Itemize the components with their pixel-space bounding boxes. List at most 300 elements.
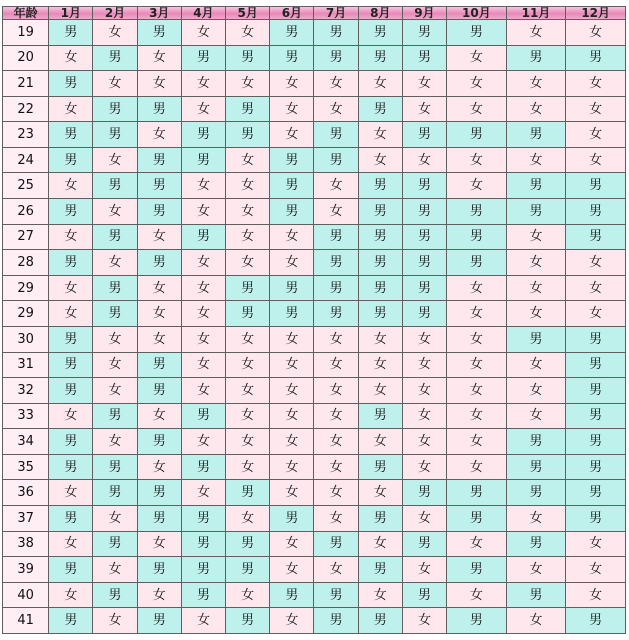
gender-cell: 女 (226, 148, 269, 173)
gender-cell: 男 (314, 225, 357, 250)
gender-cell: 女 (447, 173, 506, 198)
gender-cell: 女 (359, 327, 402, 352)
gender-cell: 女 (138, 404, 181, 429)
gender-cell: 男 (507, 46, 566, 71)
gender-cell: 女 (93, 506, 136, 531)
gender-cell: 女 (314, 557, 357, 582)
gender-cell: 男 (49, 20, 92, 45)
gender-cell: 女 (314, 173, 357, 198)
gender-cell: 女 (138, 327, 181, 352)
gender-cell: 女 (359, 378, 402, 403)
age-cell: 20 (3, 46, 48, 71)
gender-cell: 女 (507, 97, 566, 122)
age-cell: 19 (3, 20, 48, 45)
gender-cell: 男 (447, 199, 506, 224)
gender-cell: 男 (270, 148, 313, 173)
gender-cell: 女 (49, 532, 92, 557)
gender-cell: 男 (138, 480, 181, 505)
gender-cell: 女 (566, 583, 625, 608)
gender-cell: 男 (49, 148, 92, 173)
age-cell: 24 (3, 148, 48, 173)
gender-cell: 男 (566, 353, 625, 378)
gender-cell: 男 (403, 20, 446, 45)
gender-cell: 女 (226, 455, 269, 480)
gender-cell: 女 (49, 301, 92, 326)
gender-cell: 女 (270, 71, 313, 96)
gender-cell: 男 (507, 327, 566, 352)
gender-cell: 女 (270, 455, 313, 480)
gender-cell: 女 (403, 327, 446, 352)
gender-cell: 女 (314, 199, 357, 224)
gender-cell: 女 (447, 583, 506, 608)
gender-cell: 女 (182, 199, 225, 224)
gender-cell: 男 (138, 353, 181, 378)
gender-cell: 女 (507, 276, 566, 301)
month-column-header: 7月 (314, 7, 357, 19)
gender-cell: 女 (270, 429, 313, 454)
gender-cell: 男 (403, 173, 446, 198)
gender-cell: 男 (138, 608, 181, 633)
gender-cell: 女 (314, 97, 357, 122)
gender-cell: 男 (566, 455, 625, 480)
month-column-header: 1月 (49, 7, 92, 19)
month-column-header: 8月 (359, 7, 402, 19)
gender-cell: 女 (138, 583, 181, 608)
gender-cell: 男 (566, 480, 625, 505)
gender-cell: 男 (314, 122, 357, 147)
gender-cell: 女 (270, 97, 313, 122)
table-row (3, 199, 625, 224)
gender-cell: 女 (314, 404, 357, 429)
month-column-header: 5月 (226, 7, 269, 19)
gender-cell: 男 (138, 378, 181, 403)
gender-cell: 女 (314, 327, 357, 352)
gender-cell: 男 (314, 301, 357, 326)
gender-cell: 男 (403, 532, 446, 557)
gender-cell: 女 (507, 71, 566, 96)
gender-cell: 男 (49, 327, 92, 352)
gender-cell: 男 (93, 97, 136, 122)
gender-cell: 男 (359, 225, 402, 250)
gender-cell: 女 (138, 122, 181, 147)
gender-cell: 男 (93, 532, 136, 557)
gender-cell: 女 (566, 122, 625, 147)
gender-cell: 女 (226, 250, 269, 275)
gender-cell: 男 (138, 148, 181, 173)
table-row (3, 301, 625, 326)
gender-cell: 男 (359, 455, 402, 480)
gender-cell: 男 (93, 46, 136, 71)
gender-cell: 男 (93, 276, 136, 301)
gender-cell: 女 (566, 532, 625, 557)
gender-cell: 男 (138, 173, 181, 198)
gender-cell: 女 (447, 429, 506, 454)
gender-cell: 女 (507, 225, 566, 250)
gender-cell: 女 (182, 327, 225, 352)
gender-cell: 女 (270, 532, 313, 557)
gender-cell: 女 (507, 404, 566, 429)
gender-cell: 男 (138, 506, 181, 531)
table-row (3, 429, 625, 454)
gender-cell: 男 (138, 429, 181, 454)
gender-cell: 女 (314, 506, 357, 531)
gender-cell: 女 (359, 353, 402, 378)
gender-cell: 男 (447, 480, 506, 505)
gender-cell: 女 (226, 506, 269, 531)
gender-cell: 男 (138, 97, 181, 122)
gender-cell: 男 (566, 46, 625, 71)
table-row (3, 583, 625, 608)
gender-cell: 女 (93, 378, 136, 403)
gender-cell: 女 (138, 455, 181, 480)
gender-cell: 女 (93, 71, 136, 96)
month-column-header: 3月 (138, 7, 181, 19)
gender-cell: 男 (93, 583, 136, 608)
gender-cell: 男 (226, 97, 269, 122)
gender-cell: 女 (138, 276, 181, 301)
gender-cell: 男 (270, 506, 313, 531)
age-cell: 29 (3, 301, 48, 326)
gender-cell: 女 (447, 148, 506, 173)
gender-cell: 女 (226, 71, 269, 96)
gender-cell: 女 (182, 378, 225, 403)
gender-cell: 男 (93, 173, 136, 198)
gender-cell: 男 (359, 276, 402, 301)
age-column-header: 年龄 (3, 7, 48, 19)
gender-cell: 女 (49, 46, 92, 71)
gender-cell: 女 (270, 122, 313, 147)
age-cell: 38 (3, 532, 48, 557)
gender-cell: 男 (566, 199, 625, 224)
gender-cell: 男 (49, 608, 92, 633)
gender-cell: 女 (49, 97, 92, 122)
age-cell: 21 (3, 71, 48, 96)
gender-cell: 女 (566, 557, 625, 582)
gender-cell: 女 (507, 250, 566, 275)
gender-cell: 女 (447, 532, 506, 557)
gender-cell: 女 (270, 327, 313, 352)
gender-cell: 女 (359, 71, 402, 96)
table-row (3, 608, 625, 633)
gender-cell: 男 (270, 199, 313, 224)
gender-cell: 男 (314, 532, 357, 557)
age-cell: 36 (3, 480, 48, 505)
table-row (3, 455, 625, 480)
gender-cell: 女 (270, 608, 313, 633)
gender-cell: 女 (507, 20, 566, 45)
gender-cell: 女 (566, 301, 625, 326)
gender-cell: 男 (49, 122, 92, 147)
gender-cell: 女 (93, 199, 136, 224)
gender-cell: 男 (507, 455, 566, 480)
gender-cell: 女 (403, 148, 446, 173)
gender-cell: 男 (182, 532, 225, 557)
gender-cell: 女 (226, 20, 269, 45)
gender-cell: 男 (138, 20, 181, 45)
age-cell: 31 (3, 353, 48, 378)
gender-cell: 男 (507, 429, 566, 454)
gender-cell: 女 (314, 480, 357, 505)
gender-cell: 男 (403, 225, 446, 250)
gender-cell: 男 (566, 404, 625, 429)
gender-cell: 女 (270, 250, 313, 275)
gender-cell: 女 (359, 583, 402, 608)
gender-cell: 女 (270, 225, 313, 250)
gender-cell: 男 (507, 532, 566, 557)
gender-cell: 女 (447, 301, 506, 326)
gender-cell: 女 (226, 225, 269, 250)
gender-cell: 男 (314, 608, 357, 633)
gender-cell: 女 (314, 378, 357, 403)
gender-cell: 女 (403, 353, 446, 378)
gender-cell: 女 (359, 532, 402, 557)
table-body (3, 20, 625, 633)
age-cell: 33 (3, 404, 48, 429)
table-row (3, 480, 625, 505)
gender-cell: 女 (447, 353, 506, 378)
gender-cell: 女 (507, 608, 566, 633)
gender-cell: 男 (270, 46, 313, 71)
gender-cell: 女 (403, 429, 446, 454)
gender-cell: 女 (403, 506, 446, 531)
gender-cell: 男 (182, 225, 225, 250)
gender-cell: 男 (507, 122, 566, 147)
gender-cell: 女 (566, 148, 625, 173)
gender-cell: 男 (226, 122, 269, 147)
age-cell: 25 (3, 173, 48, 198)
gender-cell: 女 (447, 71, 506, 96)
gender-cell: 女 (507, 506, 566, 531)
gender-cell: 男 (93, 122, 136, 147)
age-cell: 28 (3, 250, 48, 275)
gender-cell: 男 (314, 276, 357, 301)
gender-cell: 男 (403, 122, 446, 147)
month-column-header: 11月 (507, 7, 566, 19)
gender-cell: 女 (403, 378, 446, 403)
gender-cell: 男 (566, 506, 625, 531)
age-cell: 23 (3, 122, 48, 147)
gender-chart-table (2, 6, 626, 634)
gender-cell: 男 (566, 429, 625, 454)
gender-cell: 男 (403, 250, 446, 275)
month-column-header: 2月 (93, 7, 136, 19)
gender-cell: 男 (226, 301, 269, 326)
gender-cell: 男 (359, 199, 402, 224)
gender-cell: 男 (403, 276, 446, 301)
gender-cell: 女 (566, 71, 625, 96)
gender-cell: 女 (182, 20, 225, 45)
gender-cell: 女 (226, 404, 269, 429)
gender-cell: 女 (359, 429, 402, 454)
gender-cell: 男 (226, 480, 269, 505)
gender-cell: 女 (447, 378, 506, 403)
table-row (3, 148, 625, 173)
table-row (3, 557, 625, 582)
gender-cell: 女 (507, 353, 566, 378)
gender-cell: 女 (93, 557, 136, 582)
gender-cell: 男 (270, 583, 313, 608)
gender-cell: 男 (447, 20, 506, 45)
gender-cell: 男 (49, 378, 92, 403)
gender-cell: 女 (447, 327, 506, 352)
gender-cell: 男 (447, 608, 506, 633)
gender-cell: 女 (93, 327, 136, 352)
gender-cell: 男 (403, 480, 446, 505)
gender-cell: 女 (182, 71, 225, 96)
gender-cell: 男 (138, 557, 181, 582)
gender-cell: 男 (49, 429, 92, 454)
gender-cell: 女 (138, 532, 181, 557)
gender-cell: 男 (447, 557, 506, 582)
gender-cell: 女 (226, 327, 269, 352)
gender-cell: 男 (182, 455, 225, 480)
table-row (3, 71, 625, 96)
gender-cell: 男 (182, 404, 225, 429)
gender-cell: 女 (403, 608, 446, 633)
gender-cell: 男 (403, 583, 446, 608)
gender-cell: 男 (226, 608, 269, 633)
gender-cell: 女 (566, 97, 625, 122)
gender-cell: 男 (270, 20, 313, 45)
gender-cell: 女 (447, 455, 506, 480)
gender-cell: 女 (93, 148, 136, 173)
age-cell: 26 (3, 199, 48, 224)
gender-cell: 男 (359, 557, 402, 582)
age-cell: 41 (3, 608, 48, 633)
gender-cell: 男 (314, 46, 357, 71)
gender-cell: 女 (403, 71, 446, 96)
gender-cell: 女 (447, 46, 506, 71)
gender-cell: 女 (226, 378, 269, 403)
age-cell: 34 (3, 429, 48, 454)
table-row (3, 46, 625, 71)
gender-cell: 女 (270, 557, 313, 582)
table-row (3, 250, 625, 275)
gender-cell: 女 (49, 404, 92, 429)
gender-cell: 女 (182, 429, 225, 454)
month-column-header: 12月 (566, 7, 625, 19)
gender-cell: 女 (447, 404, 506, 429)
gender-cell: 男 (49, 199, 92, 224)
gender-cell: 男 (507, 173, 566, 198)
gender-cell: 男 (566, 378, 625, 403)
gender-cell: 女 (49, 225, 92, 250)
gender-cell: 女 (403, 404, 446, 429)
month-column-header: 6月 (270, 7, 313, 19)
gender-cell: 男 (49, 455, 92, 480)
gender-cell: 男 (507, 199, 566, 224)
gender-cell: 女 (314, 455, 357, 480)
gender-cell: 女 (566, 20, 625, 45)
gender-cell: 女 (226, 173, 269, 198)
gender-cell: 女 (93, 353, 136, 378)
gender-cell: 男 (182, 583, 225, 608)
gender-cell: 男 (93, 301, 136, 326)
gender-cell: 女 (226, 353, 269, 378)
age-cell: 35 (3, 455, 48, 480)
gender-cell: 女 (226, 199, 269, 224)
age-cell: 32 (3, 378, 48, 403)
gender-cell: 男 (182, 122, 225, 147)
age-cell: 30 (3, 327, 48, 352)
gender-cell: 男 (314, 148, 357, 173)
gender-cell: 男 (226, 532, 269, 557)
gender-cell: 女 (182, 480, 225, 505)
age-cell: 22 (3, 97, 48, 122)
gender-cell: 男 (447, 250, 506, 275)
gender-cell: 女 (49, 583, 92, 608)
gender-cell: 男 (270, 173, 313, 198)
gender-cell: 男 (447, 506, 506, 531)
gender-cell: 女 (93, 608, 136, 633)
gender-cell: 男 (566, 225, 625, 250)
gender-cell: 男 (566, 173, 625, 198)
gender-cell: 男 (138, 199, 181, 224)
table-row (3, 353, 625, 378)
gender-cell: 男 (359, 404, 402, 429)
age-cell: 29 (3, 276, 48, 301)
gender-cell: 女 (226, 583, 269, 608)
gender-cell: 女 (49, 276, 92, 301)
gender-cell: 女 (447, 276, 506, 301)
gender-cell: 女 (566, 276, 625, 301)
gender-cell: 女 (270, 480, 313, 505)
gender-cell: 男 (507, 480, 566, 505)
gender-cell: 女 (182, 250, 225, 275)
gender-cell: 女 (270, 353, 313, 378)
gender-cell: 女 (359, 122, 402, 147)
month-column-header: 4月 (182, 7, 225, 19)
gender-cell: 男 (403, 199, 446, 224)
gender-cell: 女 (507, 557, 566, 582)
gender-cell: 男 (182, 557, 225, 582)
gender-cell: 女 (138, 46, 181, 71)
gender-cell: 女 (93, 20, 136, 45)
gender-cell: 男 (314, 20, 357, 45)
gender-cell: 女 (314, 71, 357, 96)
gender-cell: 男 (359, 20, 402, 45)
gender-cell: 男 (226, 557, 269, 582)
table-row (3, 20, 625, 45)
gender-cell: 女 (270, 404, 313, 429)
gender-cell: 女 (403, 97, 446, 122)
gender-cell: 女 (182, 173, 225, 198)
gender-cell: 女 (507, 301, 566, 326)
gender-cell: 男 (359, 97, 402, 122)
table-row (3, 97, 625, 122)
gender-cell: 女 (93, 429, 136, 454)
gender-cell: 女 (403, 557, 446, 582)
gender-cell: 男 (314, 583, 357, 608)
gender-cell: 女 (447, 97, 506, 122)
gender-cell: 女 (182, 301, 225, 326)
gender-cell: 女 (49, 480, 92, 505)
gender-cell: 男 (49, 353, 92, 378)
gender-cell: 男 (93, 455, 136, 480)
gender-cell: 女 (507, 378, 566, 403)
gender-cell: 男 (566, 327, 625, 352)
gender-cell: 女 (314, 429, 357, 454)
table-row (3, 404, 625, 429)
gender-cell: 男 (314, 250, 357, 275)
gender-cell: 女 (359, 480, 402, 505)
gender-cell: 女 (182, 353, 225, 378)
gender-cell: 男 (49, 557, 92, 582)
gender-cell: 男 (507, 583, 566, 608)
gender-cell: 男 (182, 506, 225, 531)
gender-cell: 女 (566, 250, 625, 275)
table-row (3, 506, 625, 531)
